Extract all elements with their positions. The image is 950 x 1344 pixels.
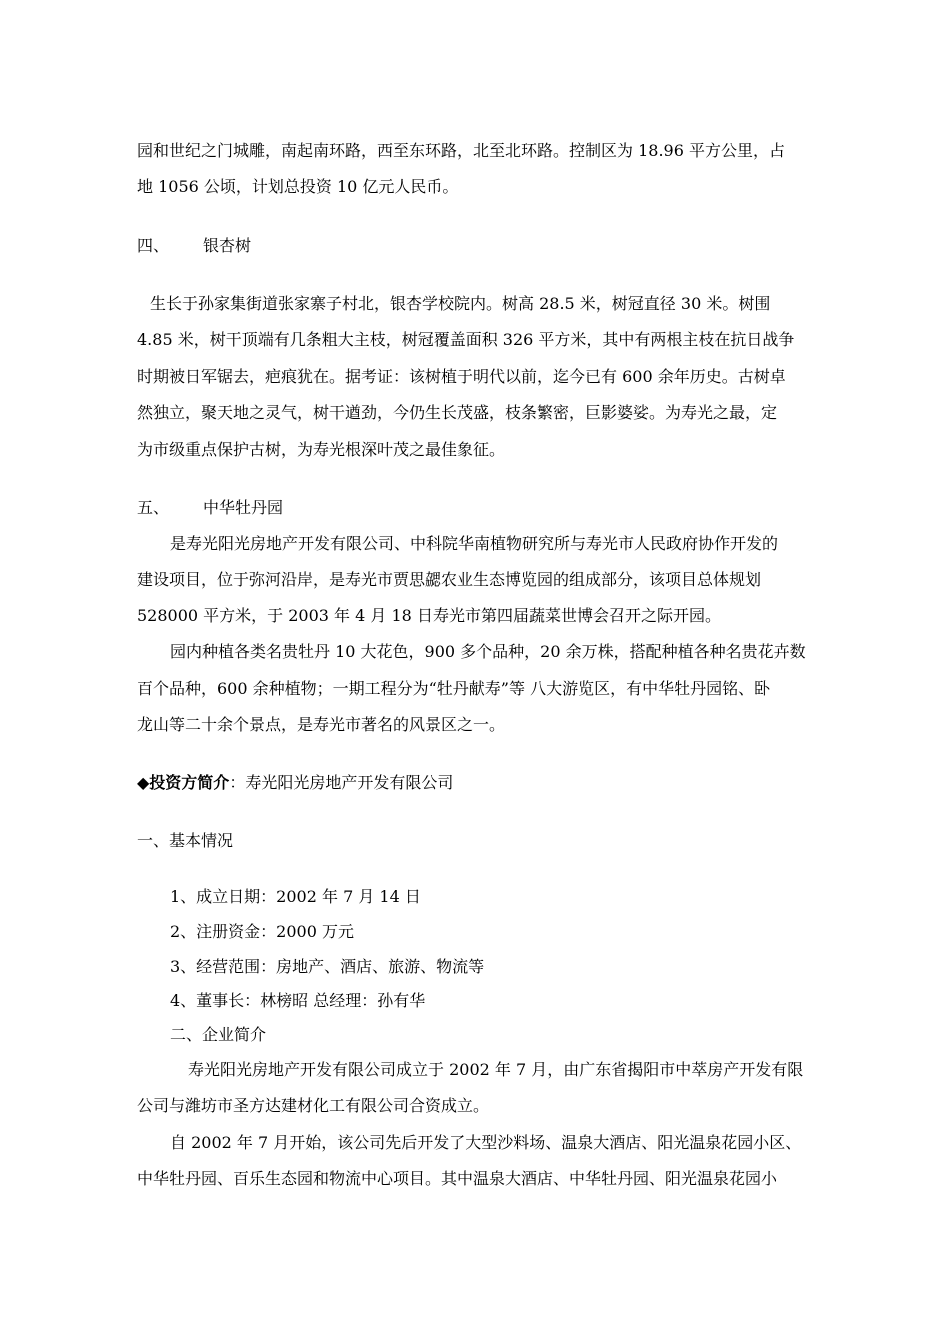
paragraph-line: 园和世纪之门城雕，南起南环路，西至东环路，北至北环路。控制区为 18.96 平方公里，占 bbox=[137, 141, 785, 160]
paragraph-line: 是寿光阳光房地产开发有限公司、中科院华南植物研究所与寿光市人民政府协作开发的 bbox=[170, 534, 779, 553]
investor-line bbox=[137, 773, 827, 793]
paragraph-line: 地 1056 公顷，计划总投资 10 亿元人民币。 bbox=[137, 177, 459, 196]
paragraph-line: 园内种植各类名贵牡丹 10 大花色，900 多个品种，20 余万株，搭配种植各种名贵花卉数 bbox=[170, 642, 806, 661]
investor-label: ◆投资方简介 bbox=[137, 773, 230, 792]
list-item: 4、董事长：林榜昭 总经理：孙有华 bbox=[170, 991, 426, 1010]
paragraph-line: 然独立，聚天地之灵气，树干遒劲，今仍生长茂盛，枝条繁密，巨影婆娑。为寿光之最，定 bbox=[137, 403, 778, 422]
section-number: 四、 bbox=[137, 236, 170, 255]
investor-name: ：寿光阳光房地产开发有限公司 bbox=[229, 773, 454, 792]
section-title: 银杏树 bbox=[203, 236, 252, 255]
paragraph-line: 自 2002 年 7 月开始，该公司先后开发了大型沙料场、温泉大酒店、阳光温泉花园小区、 bbox=[170, 1133, 802, 1152]
subsection-heading: 二、企业简介 bbox=[170, 1025, 267, 1044]
paragraph-line: 龙山等二十余个景点，是寿光市著名的风景区之一。 bbox=[137, 715, 506, 734]
section-heading bbox=[137, 236, 827, 256]
paragraph-line: 为市级重点保护古树，为寿光根深叶茂之最佳象征。 bbox=[137, 440, 506, 459]
section-heading bbox=[137, 498, 827, 518]
paragraph-line: 中华牡丹园、百乐生态园和物流中心项目。其中温泉大酒店、中华牡丹园、阳光温泉花园小 bbox=[137, 1169, 778, 1188]
list-item: 3、经营范围：房地产、酒店、旅游、物流等 bbox=[170, 957, 485, 976]
paragraph-line: 公司与潍坊市圣方达建材化工有限公司合资成立。 bbox=[137, 1096, 490, 1115]
subsection-heading: 一、基本情况 bbox=[137, 831, 234, 850]
paragraph-line: 建设项目，位于弥河沿岸，是寿光市贾思勰农业生态博览园的组成部分，该项目总体规划 bbox=[137, 570, 762, 589]
list-item: 2、注册资金：2000 万元 bbox=[170, 922, 354, 941]
paragraph-line: 时期被日军锯去，疤痕犹在。据考证：该树植于明代以前，迄今已有 600 余年历史。古树卓 bbox=[137, 367, 786, 386]
list-item: 1、成立日期：2002 年 7 月 14 日 bbox=[170, 887, 421, 906]
paragraph-line: 寿光阳光房地产开发有限公司成立于 2002 年 7 月，由广东省揭阳市中萃房产开发有限 bbox=[188, 1060, 804, 1079]
paragraph-line: 4.85 米，树干顶端有几条粗大主枝，树冠覆盖面积 326 平方米，其中有两根主枝在抗日战争 bbox=[137, 330, 795, 349]
section-number: 五、 bbox=[137, 498, 170, 517]
paragraph-line: 生长于孙家集街道张家寨子村北，银杏学校院内。树高 28.5 米，树冠直径 30 米。树围 bbox=[150, 294, 771, 313]
paragraph-line: 百个品种，600 余种植物；一期工程分为“牡丹献寿”等 八大游览区，有中华牡丹园铭、卧 bbox=[137, 679, 771, 698]
section-title: 中华牡丹园 bbox=[203, 498, 284, 517]
paragraph-line: 528000 平方米，于 2003 年 4 月 18 日寿光市第四届蔬菜世博会召开之际开园。 bbox=[137, 606, 721, 625]
